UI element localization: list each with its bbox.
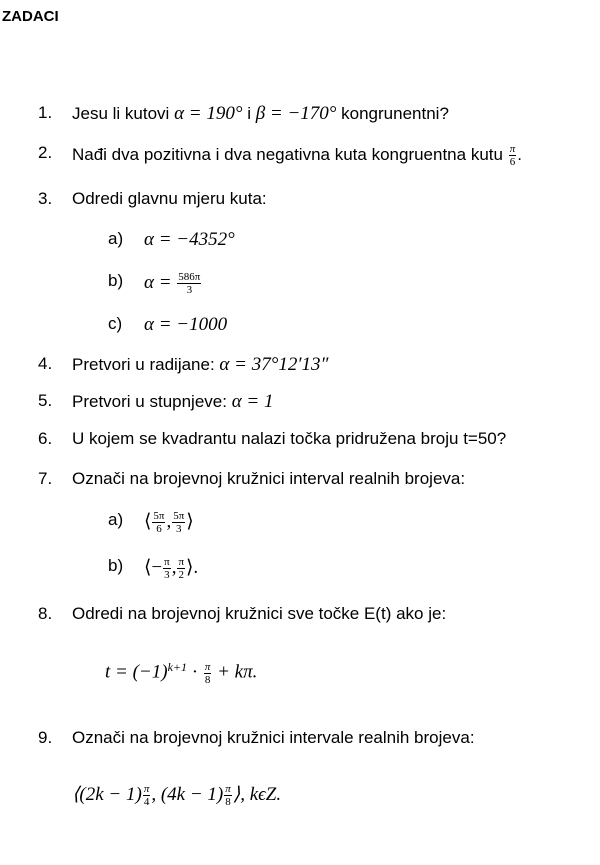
- task-number: 4.: [38, 354, 53, 373]
- fraction-586pi-3: $\frac{586\pi}{3}$: [178, 271, 201, 296]
- page-heading: ZADACI: [2, 8, 59, 25]
- task-number: 9.: [38, 728, 53, 747]
- beta-expression: β = −170°: [255, 103, 337, 124]
- item-label: c): [108, 314, 123, 333]
- task-number: 6.: [38, 429, 53, 448]
- task-number: 5.: [38, 391, 53, 410]
- task-number: 8.: [38, 604, 53, 623]
- task-text: Nađi dva pozitivna i dva negativna kuta kongruentna kutu: [72, 144, 503, 164]
- task-text-end: kongrunentni?: [336, 104, 449, 123]
- interval-expression: ⟨ $\frac{5\pi}{6}$ , $\frac{5\pi}{3}$ ⟩: [144, 510, 194, 536]
- task-text: Jesu li kutovi: [72, 104, 170, 123]
- task-text: Označi na brojevnoj kružnici interval realnih brojeva:: [72, 469, 466, 488]
- item-label: a): [108, 229, 124, 248]
- task-text: Označi na brojevnoj kružnici intervale realnih brojeva:: [72, 728, 475, 747]
- conjunction: i: [242, 104, 256, 123]
- task-9-formula: ⟨(2k − 1) $\frac{\pi}{4}$ , (4k − 1) $\frac{\pi}{8}$ ⟩, kϵZ.: [72, 783, 282, 809]
- item-expression: α =: [144, 271, 172, 293]
- fraction-pi-6: $\frac{\pi}{6}$: [509, 143, 516, 168]
- item-label: b): [108, 556, 124, 575]
- task-number: 3.: [38, 189, 53, 208]
- task-text: Pretvori u radijane:: [72, 355, 215, 374]
- item-expression: α = −1000: [144, 314, 228, 335]
- item-label: b): [108, 271, 124, 290]
- task-number: 2.: [38, 143, 53, 162]
- angle-expression: α = 1: [231, 391, 274, 412]
- task-number: 7.: [38, 469, 53, 488]
- item-expression: α = −4352°: [144, 229, 235, 250]
- alpha-expression: α = 190°: [174, 103, 243, 124]
- task-text: Pretvori u stupnjeve:: [72, 392, 227, 411]
- task-text: Odredi glavnu mjeru kuta:: [72, 189, 267, 208]
- angle-expression: α = 37°12′13″: [219, 354, 329, 375]
- task-8-formula: $t = (-1)^{k+1}$ · $\frac{\pi}{8}$ + kπ.: [105, 660, 258, 686]
- task-text: U kojem se kvadrantu nalazi točka pridružena broju t=50?: [72, 429, 507, 448]
- task-text: Odredi na brojevnoj kružnici sve točke E(t) ako je:: [72, 604, 447, 623]
- item-label: a): [108, 510, 124, 529]
- task-number: 1.: [38, 103, 53, 122]
- interval-expression: ⟨− $\frac{\pi}{3}$ , $\frac{\pi}{2}$ ⟩.: [144, 556, 199, 582]
